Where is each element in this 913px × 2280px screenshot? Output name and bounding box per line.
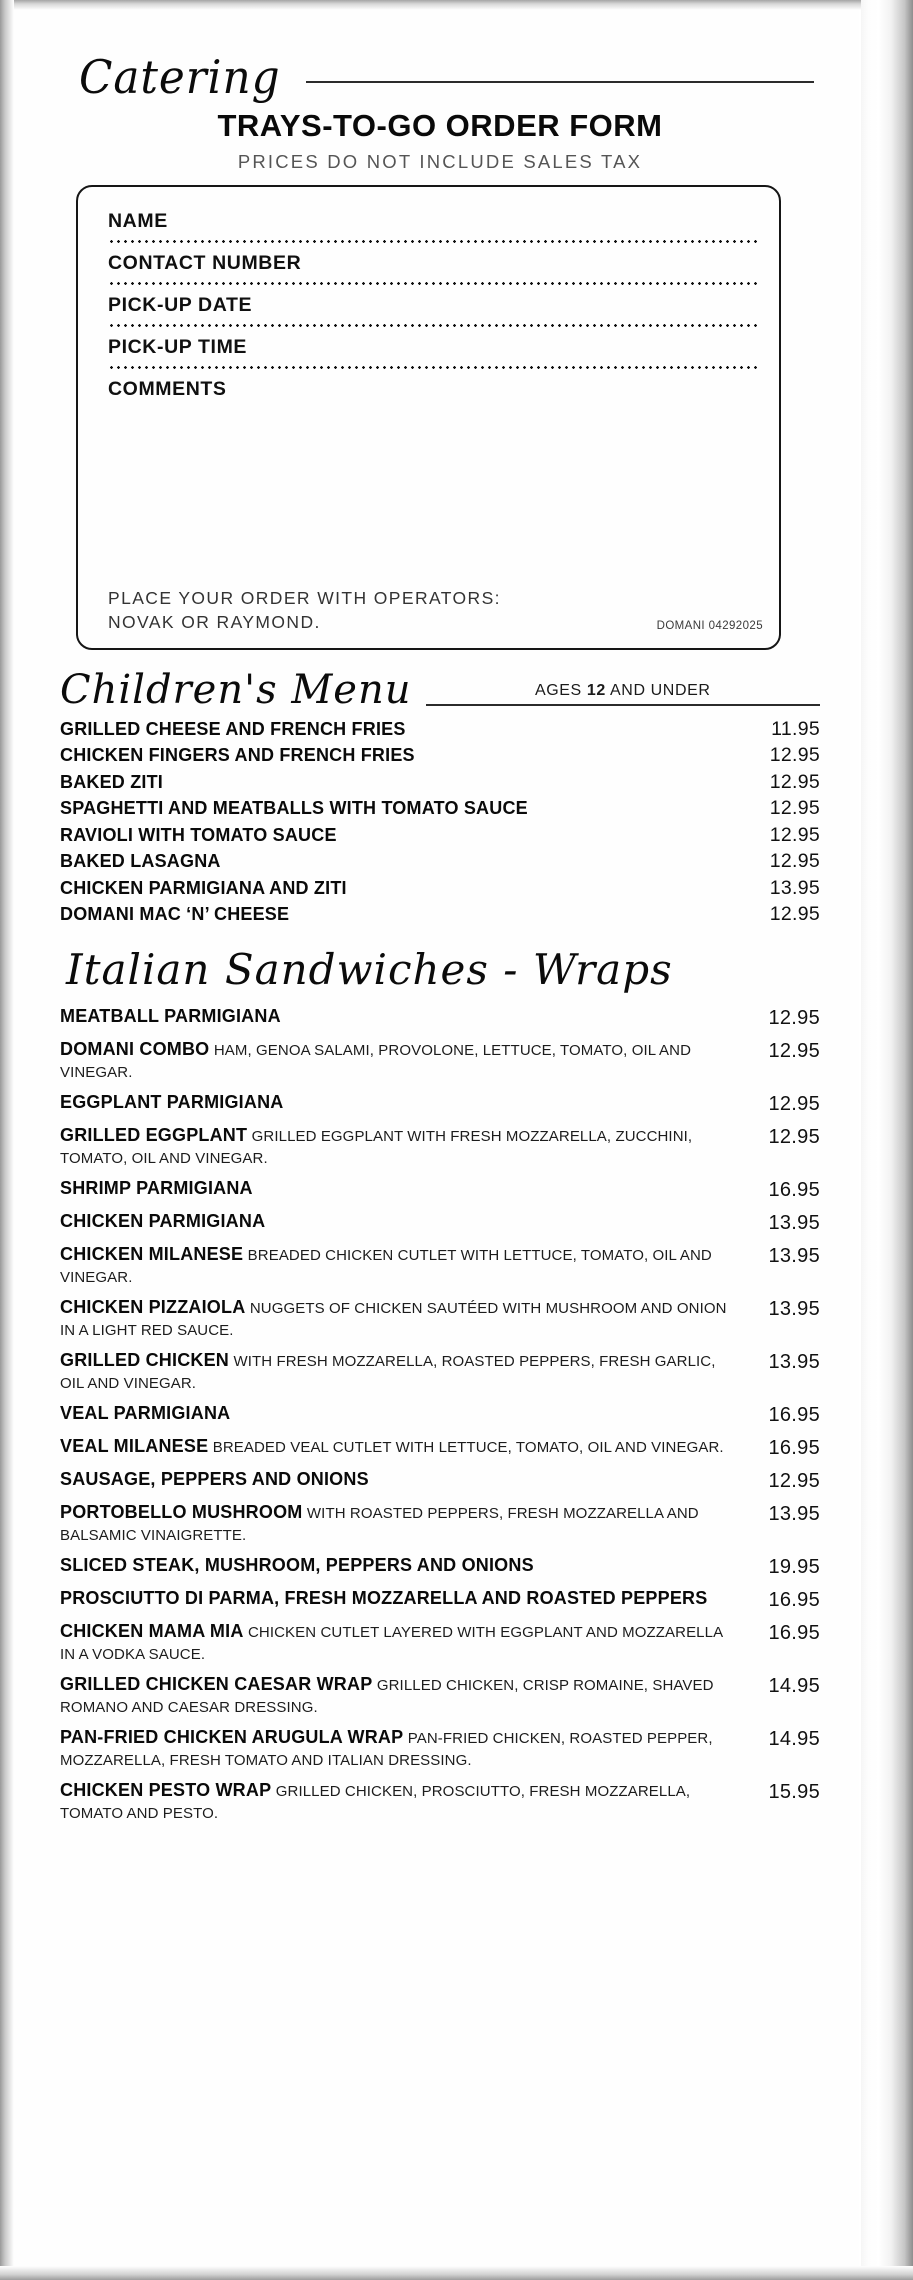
menu-item[interactable] (60, 743, 820, 770)
menu-item-name: BAKED LASAGNA (60, 851, 221, 872)
menu-item[interactable] (60, 1119, 820, 1172)
childrens-menu-header (60, 668, 820, 712)
scan-edge-right (879, 0, 913, 2280)
menu-sheet (14, 10, 859, 2266)
menu-item-name: GRILLED EGGPLANT (60, 1125, 248, 1145)
form-field-pickup-time[interactable] (108, 327, 757, 369)
menu-item-price: 12.95 (768, 1470, 820, 1492)
menu-item[interactable] (60, 716, 820, 743)
childrens-menu-title: Children's Menu (60, 667, 412, 713)
menu-item-price: 16.95 (768, 1404, 820, 1426)
menu-item-description: PAN-FRIED CHICKEN, ROASTED PEPPER, MOZZARELLA, FRESH TOMATO AND ITALIAN DRESSING. (60, 1730, 713, 1769)
menu-item-price: 12.95 (769, 770, 820, 793)
menu-item-price: 19.95 (768, 1556, 820, 1578)
menu-item-description: NUGGETS OF CHICKEN SAUTÉED WITH MUSHROOM AND ONION IN A LIGHT RED SAUCE. (60, 1300, 727, 1339)
trays-to-go-title: TRAYS-TO-GO ORDER FORM (217, 108, 663, 143)
order-form-fields (108, 201, 757, 408)
menu-item-price: 16.95 (768, 1589, 820, 1611)
menu-item-price: 12.95 (768, 1093, 820, 1115)
form-label-pickup-time: PICK-UP TIME (108, 336, 248, 358)
menu-item-name: MEATBALL PARMIGIANA (60, 1006, 281, 1026)
menu-item-name: SHRIMP PARMIGIANA (60, 1178, 253, 1198)
place-order-line-2: NOVAK OR RAYMOND. (108, 612, 321, 632)
menu-item[interactable] (60, 1430, 820, 1463)
menu-item-price: 12.95 (769, 797, 820, 820)
menu-item-price: 16.95 (768, 1622, 820, 1644)
menu-item-name: CHICKEN PIZZAIOLA (60, 1297, 246, 1317)
menu-item-price: 13.95 (769, 876, 820, 899)
menu-item-price: 13.95 (768, 1298, 820, 1320)
menu-item-price: 12.95 (768, 1040, 820, 1062)
menu-item-name: BAKED ZITI (60, 771, 163, 792)
form-label-contact-number: CONTACT NUMBER (108, 252, 302, 274)
menu-item[interactable] (60, 1615, 820, 1668)
italian-sandwiches-title: Italian Sandwiches - Wraps (66, 945, 673, 994)
menu-item[interactable] (60, 1086, 820, 1119)
menu-item-name: SPAGHETTI AND MEATBALLS WITH TOMATO SAUCE (60, 798, 528, 819)
menu-item[interactable] (60, 1582, 820, 1615)
menu-item-name: GRILLED CHICKEN (60, 1350, 229, 1370)
menu-item-price: 16.95 (768, 1179, 820, 1201)
menu-item-name: SLICED STEAK, MUSHROOM, PEPPERS AND ONIONS (60, 1555, 534, 1575)
menu-item[interactable] (60, 1238, 820, 1291)
italian-sandwiches-items (60, 1000, 820, 1827)
menu-item-name: DOMANI COMBO (60, 1039, 210, 1059)
ages-note-number: 12 (586, 682, 606, 699)
menu-item-name: RAVIOLI WITH TOMATO SAUCE (60, 824, 337, 845)
catering-script-title: Catering (79, 50, 281, 104)
ages-note (426, 682, 820, 704)
menu-item-price: 14.95 (768, 1675, 820, 1697)
menu-item[interactable] (60, 1291, 820, 1344)
menu-item[interactable] (60, 1463, 820, 1496)
menu-item[interactable] (60, 1033, 820, 1086)
menu-item-price: 12.95 (769, 823, 820, 846)
menu-item[interactable] (60, 1721, 820, 1774)
menu-item-price: 12.95 (769, 850, 820, 873)
menu-item-description: GRILLED CHICKEN, CRISP ROMAINE, SHAVED ROMANO AND CAESAR DRESSING. (60, 1677, 714, 1716)
menu-item-description: WITH FRESH MOZZARELLA, ROASTED PEPPERS, FRESH GARLIC, OIL AND VINEGAR. (60, 1353, 716, 1392)
menu-item[interactable] (60, 1549, 820, 1582)
menu-item-name: GRILLED CHEESE AND FRENCH FRIES (60, 718, 406, 739)
menu-item-price: 13.95 (768, 1212, 820, 1234)
form-label-name: NAME (108, 210, 168, 232)
scan-edge-left (0, 0, 14, 2280)
menu-item-description: BREADED VEAL CUTLET WITH LETTUCE, TOMATO, OIL AND VINEGAR. (212, 1439, 724, 1456)
catering-rule (306, 81, 814, 83)
menu-item-description: HAM, GENOA SALAMI, PROVOLONE, LETTUCE, TOMATO, OIL AND VINEGAR. (60, 1042, 692, 1081)
menu-item-price: 12.95 (769, 903, 820, 926)
menu-item-price: 16.95 (768, 1437, 820, 1459)
menu-item[interactable] (60, 875, 820, 902)
menu-item-name: PORTOBELLO MUSHROOM (60, 1502, 303, 1522)
menu-item[interactable] (60, 1000, 820, 1033)
menu-item-name: PROSCIUTTO DI PARMA, FRESH MOZZARELLA AND ROASTED PEPPERS (60, 1588, 708, 1608)
menu-item-name: CHICKEN FINGERS AND FRENCH FRIES (60, 745, 415, 766)
childrens-menu-rule (426, 704, 820, 706)
menu-item-price: 13.95 (768, 1245, 820, 1267)
prices-disclaimer: PRICES DO NOT INCLUDE SALES TAX (237, 151, 643, 172)
menu-item-name: VEAL PARMIGIANA (60, 1403, 231, 1423)
menu-item[interactable] (60, 796, 820, 823)
menu-item-price: 13.95 (768, 1503, 820, 1525)
menu-item[interactable] (60, 1172, 820, 1205)
menu-item[interactable] (60, 849, 820, 876)
menu-content (60, 48, 820, 1827)
menu-item-name: CHICKEN MAMA MIA (60, 1621, 244, 1641)
menu-item[interactable] (60, 1668, 820, 1721)
menu-item[interactable] (60, 1774, 820, 1827)
menu-item-price: 15.95 (768, 1781, 820, 1803)
childrens-menu-items (60, 716, 820, 928)
scan-edge-right-inner (861, 0, 879, 2280)
form-label-comments: COMMENTS (108, 378, 227, 400)
menu-item-name: CHICKEN PARMIGIANA AND ZITI (60, 877, 347, 898)
ages-note-pre: AGES (534, 682, 587, 699)
menu-item-price: 12.95 (769, 744, 820, 767)
menu-item-name: SAUSAGE, PEPPERS AND ONIONS (60, 1469, 369, 1489)
menu-item-description: BREADED CHICKEN CUTLET WITH LETTUCE, TOMATO, OIL AND VINEGAR. (60, 1247, 712, 1286)
form-label-pickup-date: PICK-UP DATE (108, 294, 253, 316)
place-order-line-1: PLACE YOUR ORDER WITH OPERATORS: (108, 588, 501, 608)
menu-item-description: GRILLED EGGPLANT WITH FRESH MOZZARELLA, ZUCCHINI, TOMATO, OIL AND VINEGAR. (60, 1128, 693, 1167)
menu-item[interactable] (60, 1344, 820, 1397)
form-field-comments[interactable] (108, 369, 757, 408)
menu-item-description: GRILLED CHICKEN, PROSCIUTTO, FRESH MOZZARELLA, TOMATO AND PESTO. (60, 1783, 691, 1822)
menu-item-name: DOMANI MAC ‘N’ CHEESE (60, 904, 290, 925)
menu-item[interactable] (60, 902, 820, 929)
order-form-box (76, 185, 781, 650)
menu-item-name: GRILLED CHICKEN CAESAR WRAP (60, 1674, 373, 1694)
menu-item[interactable] (60, 1496, 820, 1549)
order-form-footer (108, 586, 763, 634)
catering-header (60, 48, 820, 106)
scan-edge-top (0, 0, 913, 10)
menu-item-name: PAN-FRIED CHICKEN ARUGULA WRAP (60, 1727, 404, 1747)
menu-item-price: 12.95 (768, 1126, 820, 1148)
menu-item-name: CHICKEN MILANESE (60, 1244, 244, 1264)
menu-item[interactable] (60, 1397, 820, 1430)
menu-item-name: VEAL MILANESE (60, 1436, 209, 1456)
menu-item[interactable] (60, 822, 820, 849)
menu-item-price: 12.95 (768, 1007, 820, 1029)
menu-item-price: 11.95 (771, 717, 820, 740)
form-field-name[interactable] (108, 201, 757, 243)
italian-sandwiches-header (60, 944, 820, 996)
menu-item-name: EGGPLANT PARMIGIANA (60, 1092, 284, 1112)
menu-item-price: 13.95 (768, 1351, 820, 1373)
form-field-contact-number[interactable] (108, 243, 757, 285)
form-field-pickup-date[interactable] (108, 285, 757, 327)
ages-note-post: AND UNDER (605, 682, 711, 699)
scan-edge-bottom (0, 2266, 913, 2280)
menu-item-name: CHICKEN PESTO WRAP (60, 1780, 272, 1800)
menu-item-price: 14.95 (768, 1728, 820, 1750)
menu-item-name: CHICKEN PARMIGIANA (60, 1211, 266, 1231)
menu-item[interactable] (60, 1205, 820, 1238)
menu-item[interactable] (60, 769, 820, 796)
form-revision-code: DOMANI 04292025 (656, 620, 763, 632)
menu-item-description: WITH ROASTED PEPPERS, FRESH MOZZARELLA AND BALSAMIC VINAIGRETTE. (60, 1505, 699, 1544)
menu-item-description: CHICKEN CUTLET LAYERED WITH EGGPLANT AND MOZZARELLA IN A VODKA SAUCE. (60, 1624, 723, 1663)
